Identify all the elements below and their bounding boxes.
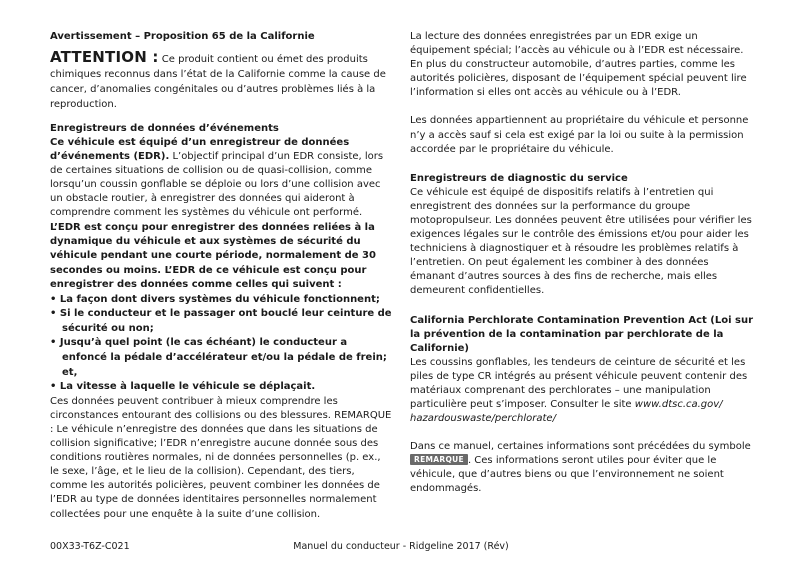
attention-text: Ce produit contient ou émet des produits chimiques reconnus dans l’état de la Californie comme la cause de cancer, d’anomalies congénitales ou d’autres problèmes liés à la reproduction. bbox=[50, 54, 386, 110]
attention-paragraph bbox=[50, 50, 392, 112]
edr-intro-bold: Ce véhicule est équipé d’un enregistreur de données d’événements (EDR). bbox=[50, 137, 350, 163]
list-item: • Jusqu’à quel point (le cas échéant) le conducteur a enfoncé la pédale d’accélérateur et/ou la pédale de frein; et, bbox=[50, 337, 387, 378]
remarque-badge: REMARQUE bbox=[410, 454, 468, 465]
edr-section-title: Enregistreurs de données d’événements bbox=[50, 123, 279, 134]
notice-text-after: . Ces informations seront utiles pour éviter que le véhicule, que d’autres biens ou que l’environnement ne soient endommagés. bbox=[410, 455, 724, 495]
perchlorate-link[interactable]: www.dtsc.ca.gov/ hazardouswaste/perchlorate/ bbox=[410, 398, 723, 424]
edr-ownership-paragraph: Les données appartiennent au propriétaire du véhicule et personne n’y a accès sauf si cela est exigé par la loi ou suite à la permission accordée par le propriétaire du véhicule. bbox=[410, 115, 749, 155]
prop65-heading: Avertissement – Proposition 65 de la Californie bbox=[50, 31, 315, 42]
edr-data-list bbox=[50, 293, 392, 395]
notice-text-before: Dans ce manuel, certaines informations sont précédées du symbole bbox=[410, 440, 751, 452]
list-item: • La vitesse à laquelle le véhicule se déplaçait. bbox=[50, 381, 316, 393]
footer-title: Manuel du conducteur - Ridgeline 2017 (Rév) bbox=[293, 541, 509, 552]
perchlorate-section-title: California Perchlorate Contamination Prevention Act (Loi sur la prévention de la contamination par perchlorate de la Californie) bbox=[410, 314, 754, 354]
perchlorate-text: Les coussins gonflables, les tendeurs de ceinture de sécurité et les piles de type CR intégrés au présent véhicule peuvent contenir des matériaux comprenant des perchlorates – une manipulation particulière peut s’imposer. Consulter le site bbox=[410, 356, 748, 410]
edr-intro-paragraph bbox=[50, 136, 392, 221]
edr-design-paragraph: L’EDR est conçu pour enregistrer des données reliées à la dynamique du véhicule et aux systèmes de sécurité du véhicule pendant une courte période, normalement de 30 secondes ou moins. L’EDR de ce véhicule est conçu pour enregistrer des données comme celles qui suivent : bbox=[50, 221, 376, 291]
edr-intro-text: L’objectif principal d’un EDR consiste, lors de certaines situations de collision ou de quasi-collision, comme lorsqu’un coussin gonflable se déploie ou lors d’une collision avec un obstacle routier, à enregistrer des données qui aideront à comprendre comment les systèmes du véhicule ont performé. bbox=[50, 151, 384, 219]
attention-label: ATTENTION : bbox=[50, 48, 159, 66]
edr-remark-paragraph: Ces données peuvent contribuer à mieux comprendre les circonstances entourant des collisions ou des blessures. REMARQUE : Le véhicule n’enregistre des données que dans les situations de collision significative; l’EDR n’enregistre aucune donnée sous des conditions routières normales, ni de données personnelles (p. ex., le sexe, l’âge, et le lieu de la collision). Cependant, des tiers, comme les autorités policières, peuvent combiner les données de l’EDR au type de données identitaires personnelles normalement collectées pour une enquête à la suite d’une collision. bbox=[50, 395, 392, 520]
notice-paragraph bbox=[410, 440, 755, 496]
document-code: 00X33-T6Z-C021 bbox=[50, 541, 130, 552]
right-column bbox=[410, 30, 755, 496]
diagnostic-section-title: Enregistreurs de diagnostic du service bbox=[410, 172, 628, 184]
diagnostic-paragraph: Ce véhicule est équipé de dispositifs relatifs à l’entretien qui enregistrent des données sur la performance du groupe motopropulseur. Les données peuvent être utilisées pour vérifier les exigences légales sur le contrôle des émissions et/ou pour aider les techniciens à diagnostiquer et à résoudre les problèmes relatifs à l’entretien. On peut également les combiner à des données émanant d’autres sources à des fins de recherche, mais elles demeurent confidentielles. bbox=[410, 186, 752, 297]
list-item: • La façon dont divers systèmes du véhicule fonctionnent; bbox=[50, 293, 380, 305]
left-column bbox=[50, 30, 392, 522]
edr-reading-paragraph: La lecture des données enregistrées par un EDR exige un équipement spécial; l’accès au véhicule ou à l’EDR est nécessaire. En plus du constructeur automobile, d’autres parties, comme les autorités policières, disposant de l’équipement spécial peuvent lire l’information si elles ont accès au véhicule ou à l’EDR. bbox=[410, 31, 747, 99]
perchlorate-paragraph bbox=[410, 356, 755, 426]
list-item: • Si le conducteur et le passager ont bouclé leur ceinture de sécurité ou non; bbox=[50, 308, 392, 334]
